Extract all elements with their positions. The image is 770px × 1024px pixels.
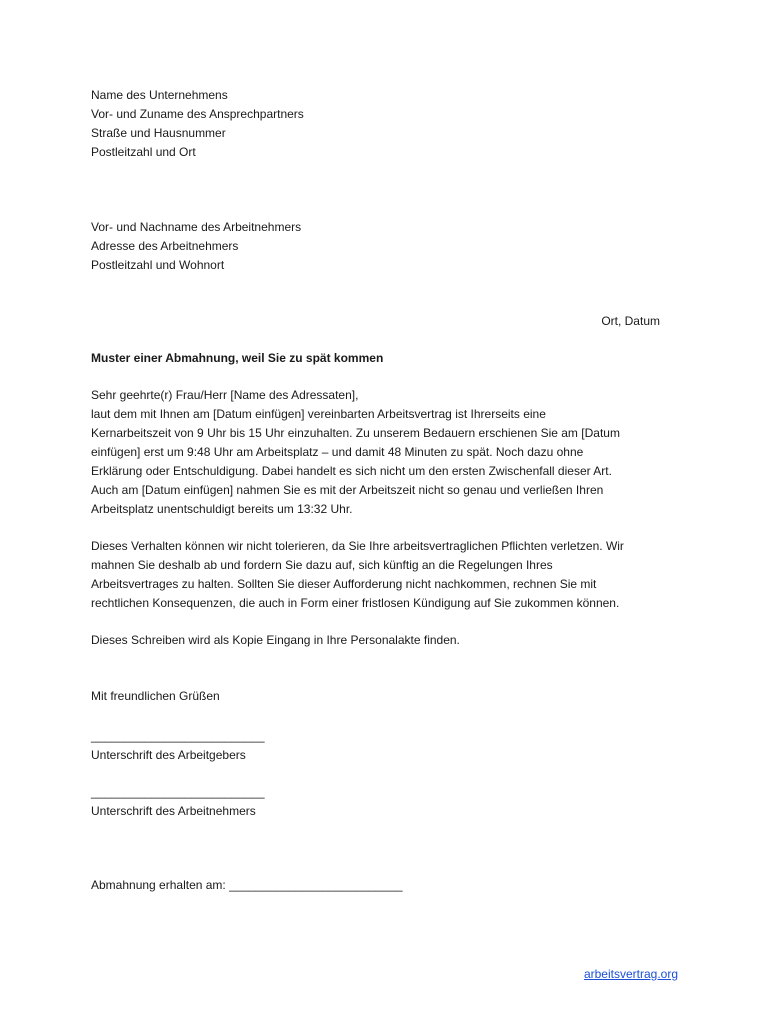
- receipt-line: Abmahnung erhalten am: __________________________: [91, 878, 403, 892]
- signature-line: __________________________: [91, 729, 265, 743]
- paragraph-line: rechtlichen Konsequenzen, die auch in Form einer fristlosen Kündigung auf Sie zukommen können.: [91, 596, 620, 610]
- paragraph-line: Auch am [Datum einfügen] nahmen Sie es mit der Arbeitszeit nicht so genau und verließen Ihren: [91, 483, 604, 497]
- paragraph-line: Erklärung oder Entschuldigung. Dabei handelt es sich nicht um den ersten Zwischenfall dieser Art.: [91, 464, 612, 478]
- sender-company: Name des Unternehmens: [91, 88, 228, 102]
- salutation: Sehr geehrte(r) Frau/Herr [Name des Adressaten],: [91, 388, 359, 402]
- letter-subject: Muster einer Abmahnung, weil Sie zu spät kommen: [91, 351, 384, 365]
- signature-label: Unterschrift des Arbeitnehmers: [91, 804, 256, 818]
- recipient-address: [91, 218, 301, 275]
- paragraph-3: [91, 631, 460, 650]
- employer-signature: [91, 727, 265, 765]
- signature-line: __________________________: [91, 785, 265, 799]
- paragraph-line: Kernarbeitszeit von 9 Uhr bis 15 Uhr einzuhalten. Zu unserem Bedauern erschienen Sie am [Datum: [91, 426, 620, 440]
- paragraph-line: Dieses Schreiben wird als Kopie Eingang in Ihre Personalakte finden.: [91, 633, 460, 647]
- recipient-address-line: Adresse des Arbeitnehmers: [91, 239, 239, 253]
- employee-signature: [91, 783, 265, 821]
- sender-street: Straße und Hausnummer: [91, 126, 226, 140]
- recipient-city: Postleitzahl und Wohnort: [91, 258, 225, 272]
- paragraph-2: [91, 537, 624, 613]
- place-date: Ort, Datum: [601, 314, 660, 328]
- paragraph-line: einfügen] erst um 9:48 Uhr am Arbeitsplatz – und damit 48 Minuten zu spät. Noch dazu ohne: [91, 445, 584, 459]
- paragraph-line: Arbeitsplatz unentschuldigt bereits um 13:32 Uhr.: [91, 502, 353, 516]
- recipient-name: Vor- und Nachname des Arbeitnehmers: [91, 220, 302, 234]
- paragraph-line: Dieses Verhalten können wir nicht tolerieren, da Sie Ihre arbeitsvertraglichen Pflichten verletzen. Wir: [91, 539, 624, 553]
- paragraph-line: laut dem mit Ihnen am [Datum einfügen] vereinbarten Arbeitsvertrag ist Ihrerseits eine: [91, 407, 546, 421]
- footer-link[interactable]: arbeitsvertrag.org: [583, 967, 678, 981]
- sender-address: [91, 86, 304, 162]
- closing-greeting: Mit freundlichen Grüßen: [91, 689, 220, 703]
- paragraph-1: [91, 386, 620, 519]
- paragraph-line: Arbeitsvertrages zu halten. Sollten Sie dieser Aufforderung nicht nachkommen, rechnen Sie mit: [91, 577, 597, 591]
- sender-contact: Vor- und Zuname des Ansprechpartners: [91, 107, 304, 121]
- signature-label: Unterschrift des Arbeitgebers: [91, 748, 246, 762]
- paragraph-line: mahnen Sie deshalb ab und fordern Sie dazu auf, sich künftig an die Regelungen Ihres: [91, 558, 553, 572]
- sender-city: Postleitzahl und Ort: [91, 145, 196, 159]
